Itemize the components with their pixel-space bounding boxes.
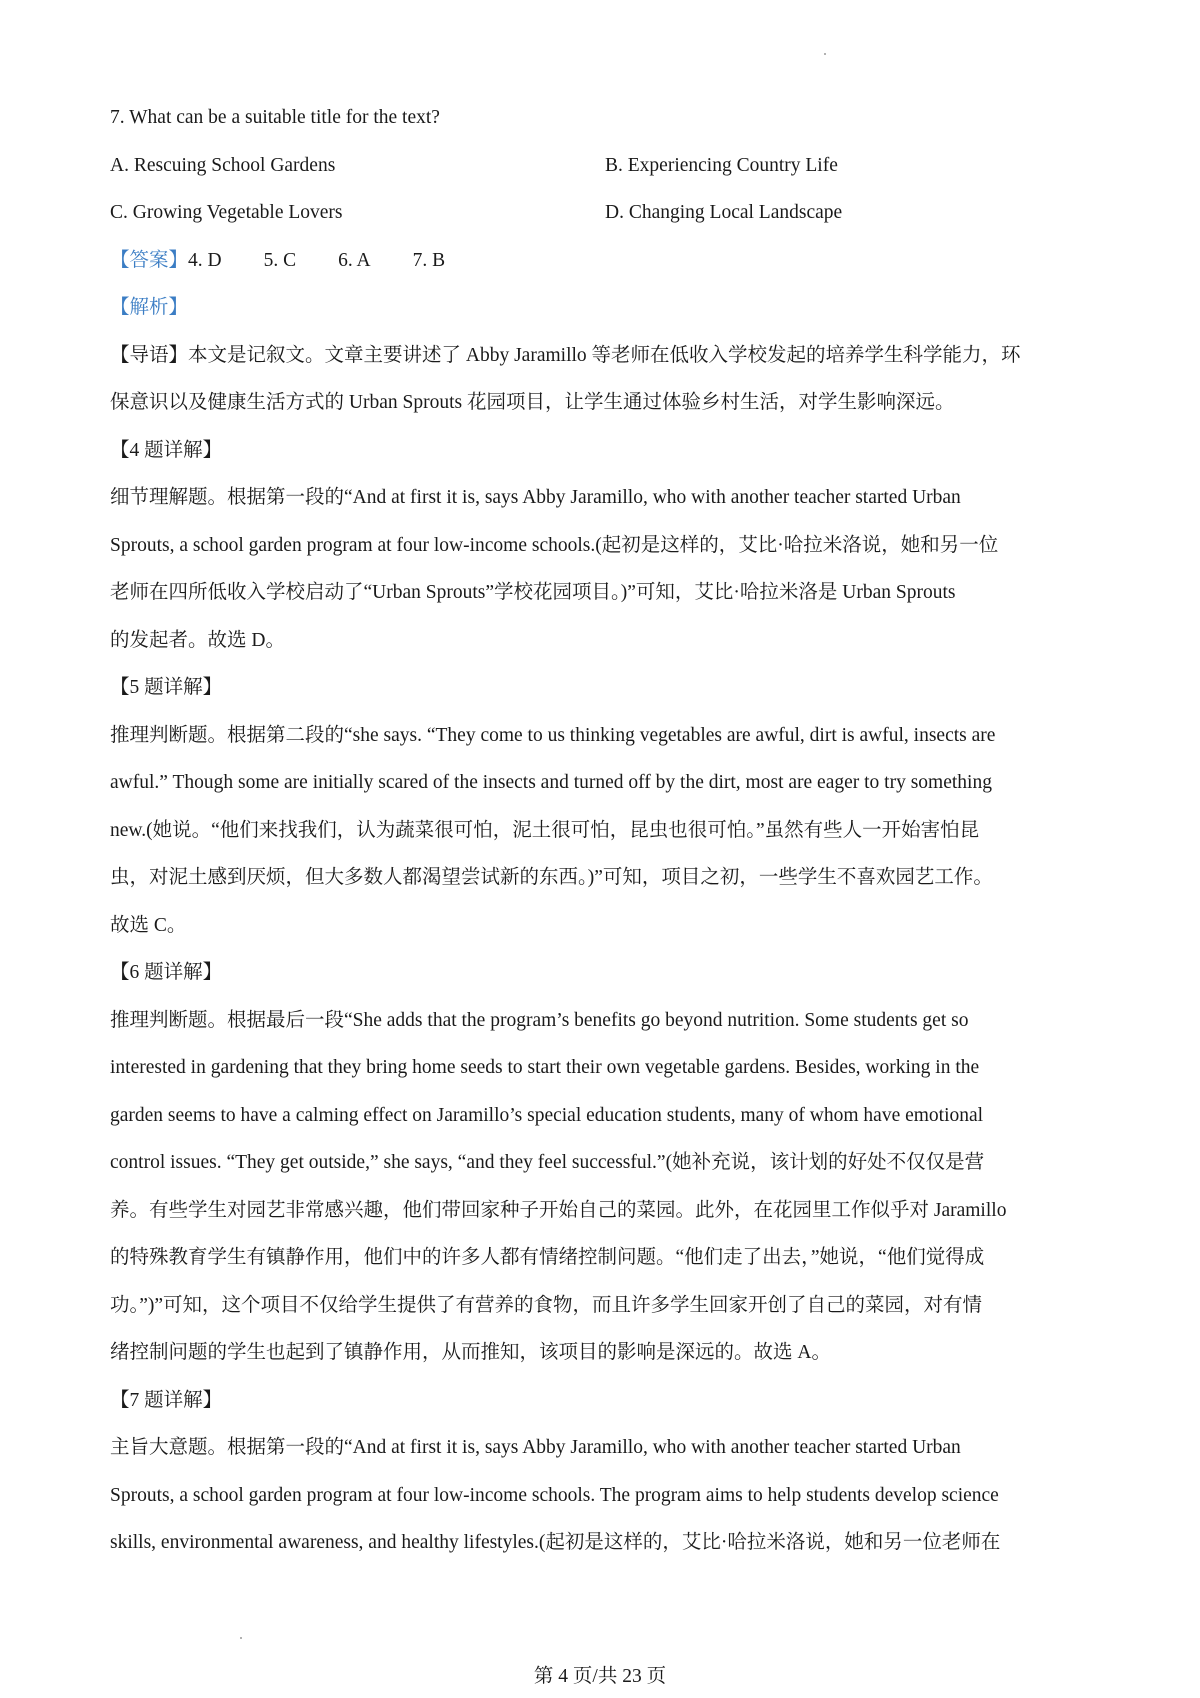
section-heading-7: 【7 题详解】 [110,1389,223,1411]
option-c: C. Growing Vegetable Lovers [110,202,343,223]
section-heading-4: 【4 题详解】 [110,439,223,461]
section-6-line: 功。”)”可知，这个项目不仅给学生提供了有营养的食物，而且许多学生回家开创了自己的菜园，对有情 [110,1294,983,1316]
document-body [110,94,1105,1567]
section-7-line: 主旨大意题。根据第一段的“And at first it is, says Abby Jaramillo, who with another teacher started Urban [110,1437,961,1458]
options-row-2 [110,189,1105,237]
section-6-line: garden seems to have a calming effect on Jaramillo’s special education students, many of whom have emotional [110,1104,984,1126]
section-5-line: 故选 C。 [110,914,187,936]
guide-line [110,332,1105,380]
section-5-line: 推理判断题。根据第二段的“she says. “They come to us thinking vegetables are awful, dirt is awful, insects are [110,724,996,746]
section-4-line: 的发起者。故选 D。 [110,629,285,651]
section-6-line: interested in gardening that they bring home seeds to start their own vegetable gardens. Besides, working in the [110,1057,980,1078]
scan-speck [240,1637,242,1639]
answer-row [110,237,1105,285]
answer-item: 4. D [188,249,222,271]
section-heading-6: 【6 题详解】 [110,962,223,983]
scan-speck [824,53,826,55]
section-6-line: 的特殊教育学生有镇静作用，他们中的许多人都有情绪控制问题。“他们走了出去，”她说，“他们觉得成 [110,1247,985,1268]
guide-text: 本文是记叙文。文章主要讲述了 Abby Jaramillo 等老师在低收入学校发起的培养学生科学能力，环 [188,344,1021,366]
section-6-line: 绪控制问题的学生也起到了镇静作用，从而推知，该项目的影响是深远的。故选 A。 [110,1342,831,1363]
section-6-line: control issues. “They get outside,” she says, “and they feel successful.”(她补充说，该计划的好处不仅仅是营 [110,1152,985,1173]
guide-line: 保意识以及健康生活方式的 Urban Sprouts 花园项目，让学生通过体验乡村生活，对学生影响深远。 [110,392,955,413]
question-stem: 7. What can be a suitable title for the text? [110,107,440,128]
section-4-line: 细节理解题。根据第一段的“And at first it is, says Abby Jaramillo, who with another teacher started Urban [110,487,961,508]
page-footer: 第 4 页/共 23 页 [533,1666,667,1687]
option-a: A. Rescuing School Gardens [110,154,336,176]
options-row-1 [110,142,1105,190]
option-d: D. Changing Local Landscape [605,202,843,223]
option-b: B. Experiencing Country Life [605,154,838,176]
answer-label: 【答案】 [110,249,189,271]
section-5-line: 虫，对泥土感到厌烦，但大多数人都渴望尝试新的东西。)”可知，项目之初，一些学生不喜欢园艺工作。 [110,867,993,888]
section-6-line: 推理判断题。根据最后一段“She adds that the program’s benefits go beyond nutrition. Some students get so [110,1009,969,1031]
section-heading-5: 【5 题详解】 [110,677,223,698]
analysis-label: 【解析】 [110,297,189,318]
section-5-line: new.(她说。“他们来找我们，认为蔬菜很可怕，泥土很可怕，昆虫也很可怕。”虽然有些人一开始害怕昆 [110,819,980,841]
section-6-line: 养。有些学生对园艺非常感兴趣，他们带回家种子开始自己的菜园。此外，在花园里工作似乎对 Jaramillo [110,1199,1007,1221]
section-7-line: skills, environmental awareness, and healthy lifestyles.(起初是这样的，艾比·哈拉米洛说，她和另一位老师在 [110,1532,1001,1553]
section-7-line: Sprouts, a school garden program at four low-income schools. The program aims to help students develop science [110,1484,999,1506]
section-4-line: Sprouts, a school garden program at four low-income schools.(起初是这样的，艾比·哈拉米洛说，她和另一位 [110,534,999,556]
answer-item: 5. C [263,249,297,271]
section-4-line: 老师在四所低收入学校启动了“Urban Sprouts”学校花园项目。)”可知，艾比·哈拉米洛是 Urban Sprouts [110,582,956,603]
answer-item: 6. A [338,249,371,271]
answer-item: 7. B [412,249,446,271]
guide-label: 【导语】 [110,344,189,366]
section-5-line: awful.” Though some are initially scared of the insects and turned off by the dirt, most are eager to try something [110,772,992,793]
